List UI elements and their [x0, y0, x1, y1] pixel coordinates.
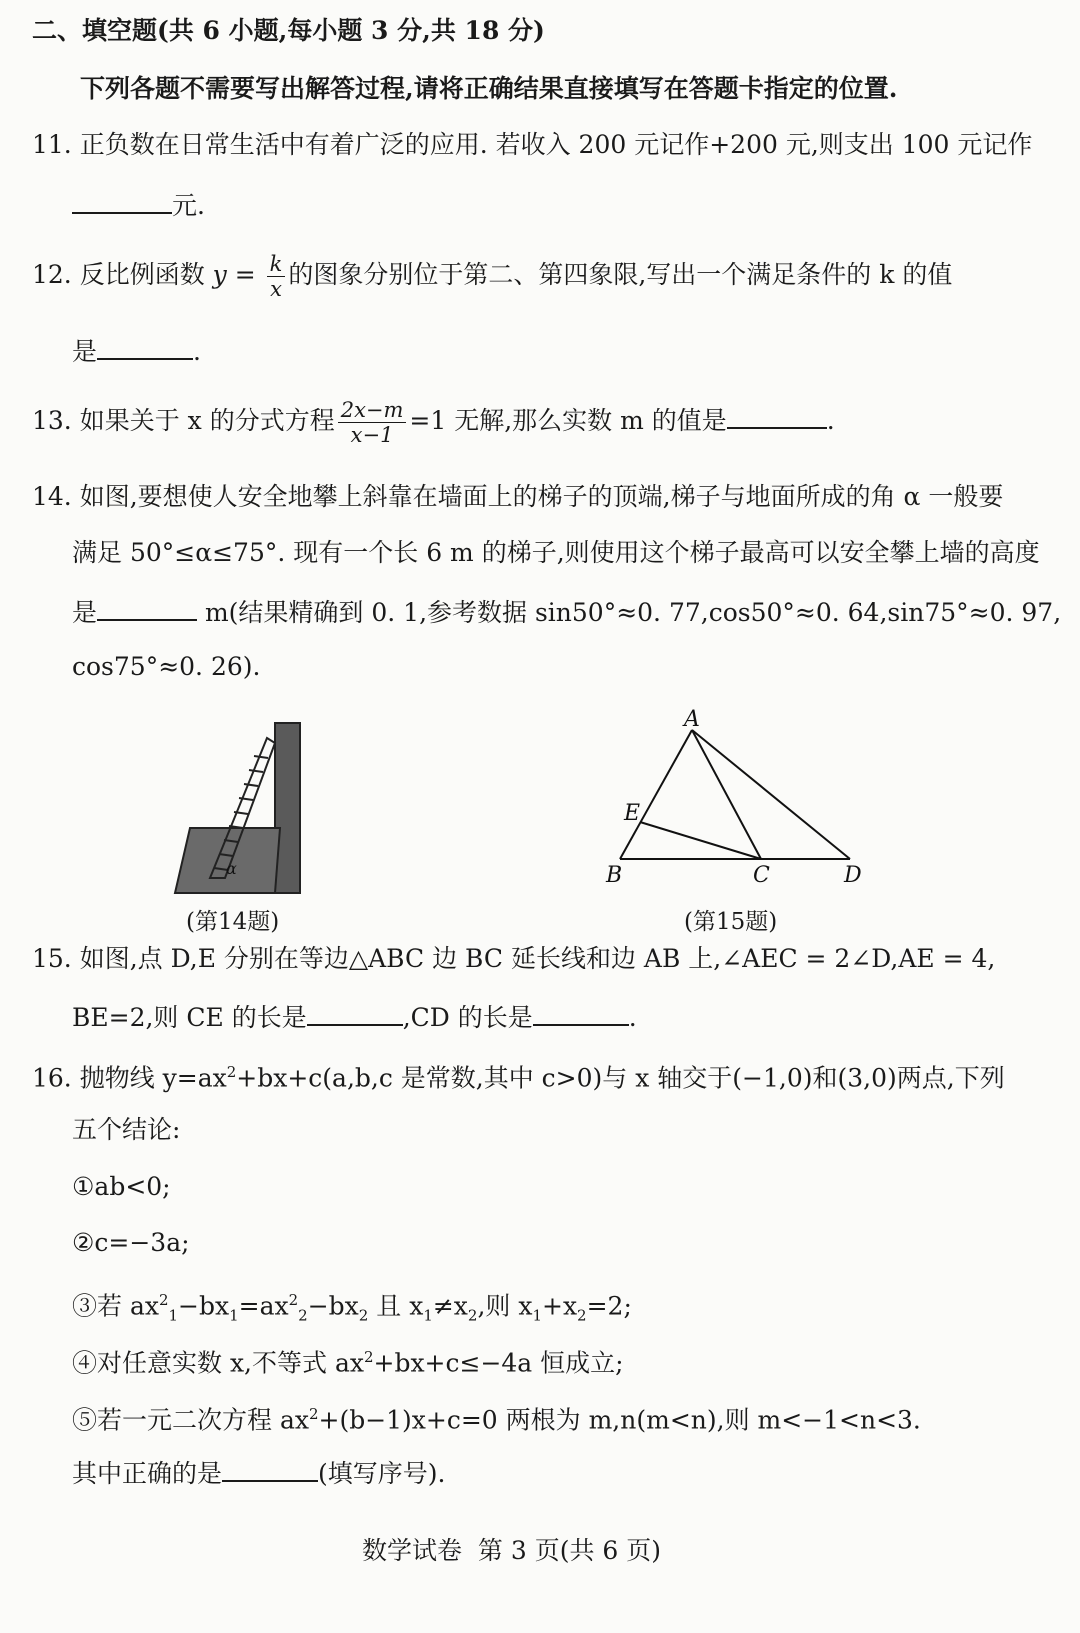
- q12-denominator: x: [270, 277, 282, 301]
- q14-line2: 满足 50°≤α≤75°. 现有一个长 6 m 的梯子,则使用这个梯子最高可以安全攀上墙的高度: [72, 538, 1040, 567]
- section-title: 二、填空题(共 6 小题,每小题 3 分,共 18 分): [32, 16, 545, 45]
- q16-conclusion-5: [72, 1397, 921, 1437]
- q13-fraction: [338, 398, 407, 447]
- q12-line2-text: 是: [72, 337, 98, 366]
- q16-conclusion-2: ②c=−3a;: [72, 1228, 190, 1257]
- q16-answer-blank[interactable]: [222, 1454, 318, 1482]
- c3-sub7: 1: [532, 1306, 542, 1325]
- c3-i: =2;: [586, 1291, 632, 1321]
- side-AB: [620, 730, 692, 859]
- c3-sub1: 1: [168, 1306, 179, 1325]
- c3-a: ③若 ax: [72, 1291, 159, 1321]
- q13-answer-blank[interactable]: [727, 401, 827, 429]
- q12-period: .: [193, 337, 201, 366]
- q12-numerator: k: [267, 252, 286, 277]
- q11-line2: [72, 186, 205, 223]
- q12-rest: 的图象分别位于第二、第四象限,写出一个满足条件的 k 的值: [288, 260, 953, 289]
- q16-line1: [32, 1055, 1005, 1095]
- c5-sup: 2: [308, 1405, 319, 1423]
- c3-e: 且 x: [368, 1291, 424, 1321]
- q13-prefix: 13. 如果关于 x 的分式方程: [32, 406, 335, 435]
- c3-h: +x: [542, 1291, 578, 1321]
- q13-numerator: 2x−m: [338, 398, 407, 423]
- q15-text-a: BE=2,则 CE 的长是: [72, 1003, 307, 1032]
- q15-ce-blank[interactable]: [307, 998, 403, 1026]
- c3-g: ,则 x: [477, 1291, 533, 1321]
- c3-sub4: 2: [358, 1306, 369, 1325]
- q16-text-a: 16. 抛物线 y=ax: [32, 1063, 227, 1093]
- line-AD: [692, 730, 850, 859]
- c3-sub5: 1: [423, 1306, 433, 1325]
- q11-suffix: 元.: [172, 191, 205, 220]
- section-instruction: 下列各题不需要写出解答过程,请将正确结果直接填写在答题卡指定的位置.: [80, 74, 898, 103]
- c3-sup1: 2: [158, 1291, 169, 1309]
- fig14-angle-label: α: [226, 859, 237, 878]
- q12-fraction: [267, 252, 286, 301]
- q12-eq: =: [226, 260, 264, 289]
- q14-line3: [72, 593, 1061, 630]
- fig15-caption: (第15题): [684, 909, 778, 935]
- q14-line3-prefix: 是: [72, 598, 98, 627]
- q11-line1: 11. 正负数在日常生活中有着广泛的应用. 若收入 200 元记作+200 元,则支出 100 元记作: [32, 130, 1033, 159]
- q14-line4: cos75°≈0. 26).: [72, 652, 261, 681]
- c3-sub8: 2: [577, 1306, 587, 1325]
- q12-prefix: 12. 反比例函数: [32, 260, 213, 289]
- q16-last-a: 其中正确的是: [72, 1459, 223, 1488]
- figure-14-ladder: [170, 718, 310, 900]
- figure-15-triangle: [596, 702, 876, 892]
- q16-conclusion-1: ①ab<0;: [72, 1172, 171, 1201]
- label-A: A: [684, 707, 700, 732]
- label-E: E: [624, 801, 641, 826]
- c3-b: −bx: [178, 1291, 230, 1321]
- label-B: B: [606, 863, 623, 888]
- c5-b: +(b−1)x+c=0 两根为 m,n(m<n),则 m<−1<n<3.: [318, 1405, 921, 1435]
- c3-f: ≠x: [432, 1291, 468, 1321]
- c3-c: =ax: [238, 1291, 289, 1321]
- c4-a: ④对任意实数 x,不等式 ax: [72, 1348, 364, 1378]
- c3-sub3: 2: [298, 1306, 308, 1325]
- c4-sup: 2: [363, 1348, 374, 1366]
- q13-denominator: x−1: [350, 423, 394, 447]
- q14-line1: 14. 如图,要想使人安全地攀上斜靠在墙面上的梯子的顶端,梯子与地面所成的角 α 一般要: [32, 482, 1004, 511]
- q11-answer-blank[interactable]: [72, 186, 172, 214]
- q15-line1: 15. 如图,点 D,E 分别在等边△ABC 边 BC 延长线和边 AB 上,∠AEC = 2∠D,AE = 4,: [32, 944, 996, 973]
- q15-cd-blank[interactable]: [533, 998, 629, 1026]
- line-EC: [640, 822, 761, 859]
- fig14-caption: (第14题): [186, 909, 280, 935]
- c4-b: +bx+c≤−4a 恒成立;: [373, 1348, 624, 1378]
- q14-line3-rest: m(结果精确到 0. 1,参考数据 sin50°≈0. 77,cos50°≈0. 64,sin75°≈0. 97,: [197, 598, 1062, 627]
- q13-rest: =1 无解,那么实数 m 的值是: [409, 406, 727, 435]
- q16-last-b: (填写序号).: [318, 1459, 446, 1488]
- label-C: C: [753, 863, 770, 888]
- q13-period: .: [826, 406, 835, 435]
- q13-line: [32, 396, 835, 447]
- q15-text-b: ,CD 的长是: [402, 1003, 533, 1032]
- q12-answer-blank[interactable]: [97, 332, 193, 360]
- q16-last-line: [72, 1454, 445, 1491]
- c5-a: ⑤若一元二次方程 ax: [72, 1405, 309, 1435]
- label-D: D: [844, 863, 862, 888]
- q12-var-y: y: [212, 260, 227, 289]
- q16-text-b: +bx+c(a,b,c 是常数,其中 c>0)与 x 轴交于(−1,0)和(3,0)两点,下列: [236, 1063, 1005, 1093]
- q16-line2: 五个结论:: [72, 1115, 181, 1144]
- c3-sub6: 2: [467, 1306, 478, 1325]
- q14-answer-blank[interactable]: [97, 593, 197, 621]
- page-footer: 数学试卷 第 3 页(共 6 页): [362, 1536, 661, 1565]
- q15-line2: [72, 998, 637, 1035]
- q12-line2: [72, 332, 201, 369]
- c3-sup2: 2: [288, 1291, 299, 1309]
- wall: [275, 723, 300, 893]
- q15-period: .: [628, 1003, 637, 1032]
- q12-line1: [32, 250, 952, 301]
- q16-conclusion-3: [72, 1283, 632, 1332]
- side-AC: [692, 730, 761, 859]
- q16-conclusion-4: [72, 1340, 624, 1380]
- c3-d: −bx: [307, 1291, 359, 1321]
- c3-sub2: 1: [229, 1306, 239, 1325]
- q16-sup: 2: [226, 1063, 237, 1081]
